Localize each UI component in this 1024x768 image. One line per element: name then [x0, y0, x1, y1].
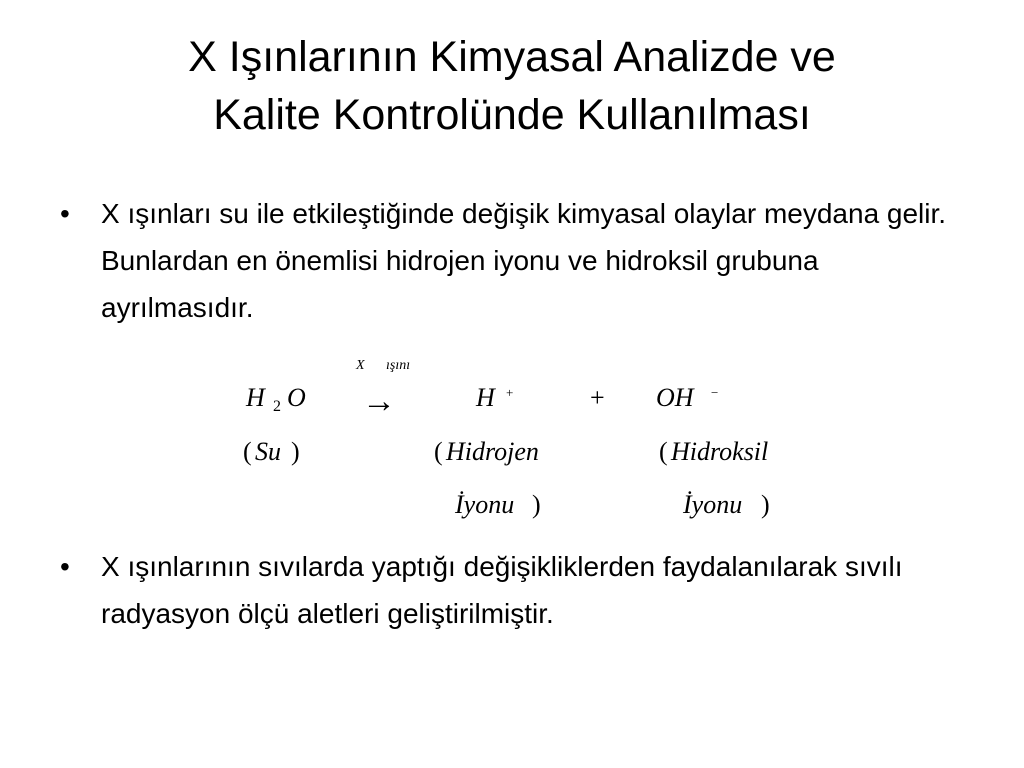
reactant-o: O [287, 383, 306, 412]
label-su: Su [255, 437, 281, 466]
title-line-1: X Işınlarının Kimyasal Analizde ve [188, 33, 836, 81]
slide-title [40, 28, 984, 144]
bullet-text: X ışınları su ile etkileştiğinde değişik kimyasal olaylar meydana gelir. Bunlardan en önemlisi hidrojen iyonu ve hidroksil grubuna ayrılmasıdır. [101, 198, 947, 323]
arrow-label-isini: ışını [386, 358, 411, 373]
arrow-label-x: X [356, 358, 365, 373]
bullet-item-2 [60, 543, 960, 637]
product1-charge: + [506, 385, 514, 400]
product1-h: H [476, 383, 495, 412]
label-iyonu-2-close: ) [761, 490, 770, 519]
label-hidroksil: Hidroksil [671, 437, 769, 466]
label-hidroksil-open: ( [659, 437, 668, 466]
label-hidrojen-open: ( [434, 437, 443, 466]
label-su-close: ) [291, 437, 300, 466]
label-hidrojen: Hidrojen [446, 437, 539, 466]
reaction-arrow-icon: → [362, 383, 396, 420]
bullet-marker: • [60, 198, 70, 229]
product2-charge: − [711, 385, 719, 400]
bullet-item-1 [60, 190, 960, 331]
title-line-2: Kalite Kontrolünde Kullanılması [213, 91, 811, 139]
bullet-marker: • [60, 551, 70, 582]
bullet-text: X ışınlarının sıvılarda yaptığı değişikliklerden faydalanılarak sıvılı radyasyon ölçü aletleri geliştirilmiştir. [101, 551, 903, 629]
plus-sign: + [590, 383, 605, 412]
label-iyonu-2: İyonu [683, 490, 743, 519]
label-iyonu-1: İyonu [455, 490, 515, 519]
reactant-h: H [246, 383, 265, 412]
label-su-open: ( [243, 437, 252, 466]
reactant-subscript: 2 [273, 398, 281, 415]
label-iyonu-1-close: ) [532, 490, 541, 519]
product2-oh: OH [656, 383, 694, 412]
